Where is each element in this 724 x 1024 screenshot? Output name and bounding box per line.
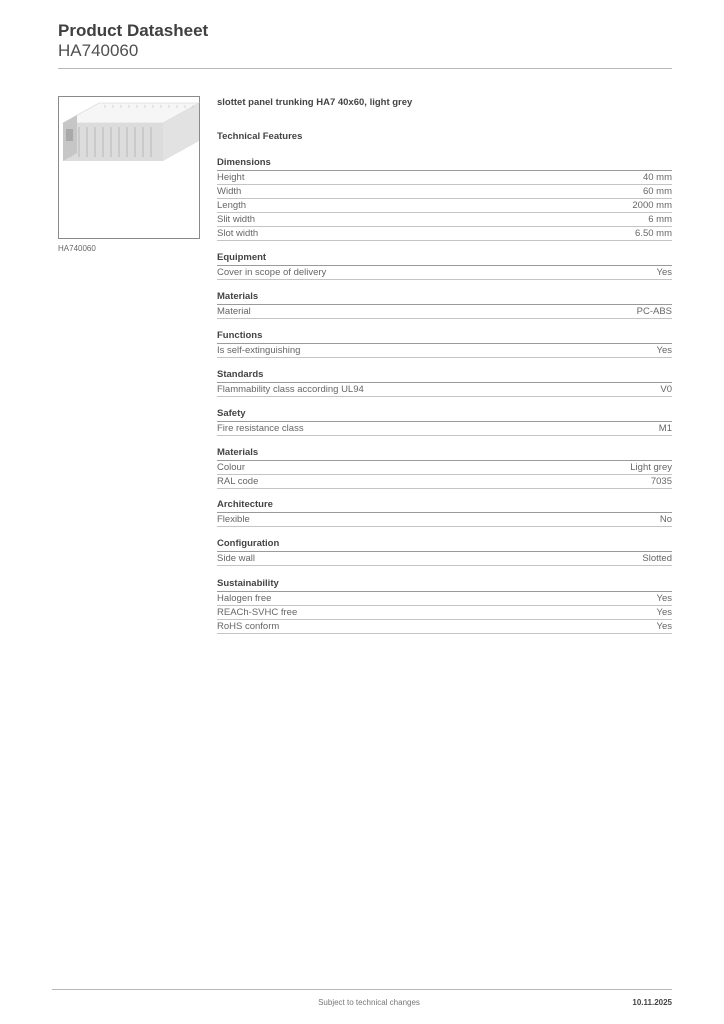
feature-section <box>217 369 672 397</box>
feature-row <box>217 592 672 606</box>
feature-value: Yes <box>656 621 672 632</box>
feature-section <box>217 252 672 280</box>
feature-value: PC-ABS <box>636 306 672 317</box>
feature-value: Yes <box>656 267 672 278</box>
feature-label: Fire resistance class <box>217 423 304 434</box>
feature-row <box>217 227 672 241</box>
section-heading: Materials <box>217 447 672 461</box>
feature-value: 40 mm <box>642 172 672 183</box>
section-heading: Safety <box>217 408 672 422</box>
feature-row <box>217 513 672 527</box>
image-caption: HA740060 <box>58 244 96 253</box>
feature-label: Slit width <box>217 214 256 225</box>
feature-value: 6 mm <box>648 214 672 225</box>
trunking-illustration <box>59 97 201 240</box>
feature-section <box>217 447 672 489</box>
feature-value: 2000 mm <box>632 200 672 211</box>
feature-row <box>217 383 672 397</box>
feature-value: 6.50 mm <box>635 228 672 239</box>
feature-row <box>217 266 672 280</box>
feature-section <box>217 538 672 566</box>
footer-divider <box>52 989 672 990</box>
section-heading: Configuration <box>217 538 672 552</box>
feature-row <box>217 199 672 213</box>
feature-label: Height <box>217 172 245 183</box>
feature-row <box>217 344 672 358</box>
feature-value: Yes <box>656 345 672 356</box>
section-heading: Functions <box>217 330 672 344</box>
feature-label: Side wall <box>217 553 256 564</box>
feature-row <box>217 620 672 634</box>
feature-label: Flexible <box>217 514 250 525</box>
feature-label: RAL code <box>217 476 259 487</box>
feature-section <box>217 578 672 634</box>
feature-value: Yes <box>656 593 672 604</box>
feature-row <box>217 305 672 319</box>
feature-label: Width <box>217 186 242 197</box>
feature-value: 60 mm <box>642 186 672 197</box>
product-title: slottet panel trunking HA7 40x60, light grey <box>217 97 413 108</box>
feature-label: Flammability class according UL94 <box>217 384 364 395</box>
feature-sections <box>217 157 672 634</box>
feature-value: No <box>659 514 672 525</box>
feature-label: Is self-extinguishing <box>217 345 301 356</box>
feature-row <box>217 606 672 620</box>
feature-section <box>217 408 672 436</box>
document-title: Product Datasheet <box>58 21 209 40</box>
product-image <box>58 96 200 239</box>
feature-label: Material <box>217 306 251 317</box>
feature-label: Colour <box>217 462 245 473</box>
feature-value: V0 <box>660 384 672 395</box>
feature-value: Yes <box>656 607 672 618</box>
page-header <box>58 20 208 60</box>
feature-row <box>217 552 672 566</box>
feature-row <box>217 171 672 185</box>
feature-label: Slot width <box>217 228 259 239</box>
feature-section <box>217 291 672 319</box>
feature-label: Length <box>217 200 247 211</box>
feature-row <box>217 213 672 227</box>
feature-row <box>217 475 672 489</box>
technical-features-heading: Technical Features <box>217 131 303 142</box>
feature-label: REACh-SVHC free <box>217 607 298 618</box>
product-code: HA740060 <box>58 41 139 60</box>
section-heading: Dimensions <box>217 157 672 171</box>
section-heading: Architecture <box>217 499 672 513</box>
feature-section <box>217 499 672 527</box>
footer-date: 10.11.2025 <box>632 998 672 1007</box>
section-heading: Materials <box>217 291 672 305</box>
feature-label: RoHS conform <box>217 621 280 632</box>
section-heading: Equipment <box>217 252 672 266</box>
feature-value: M1 <box>658 423 672 434</box>
feature-value: 7035 <box>650 476 672 487</box>
datasheet-content <box>217 96 672 634</box>
feature-row <box>217 461 672 475</box>
feature-label: Cover in scope of delivery <box>217 267 327 278</box>
feature-row <box>217 185 672 199</box>
feature-value: Light grey <box>630 462 672 473</box>
feature-label: Halogen free <box>217 593 272 604</box>
section-heading: Standards <box>217 369 672 383</box>
feature-section <box>217 330 672 358</box>
footer-note: Subject to technical changes <box>318 998 420 1007</box>
feature-value: Slotted <box>642 553 672 564</box>
feature-section <box>217 157 672 241</box>
feature-row <box>217 422 672 436</box>
header-divider <box>58 68 672 69</box>
section-heading: Sustainability <box>217 578 672 592</box>
